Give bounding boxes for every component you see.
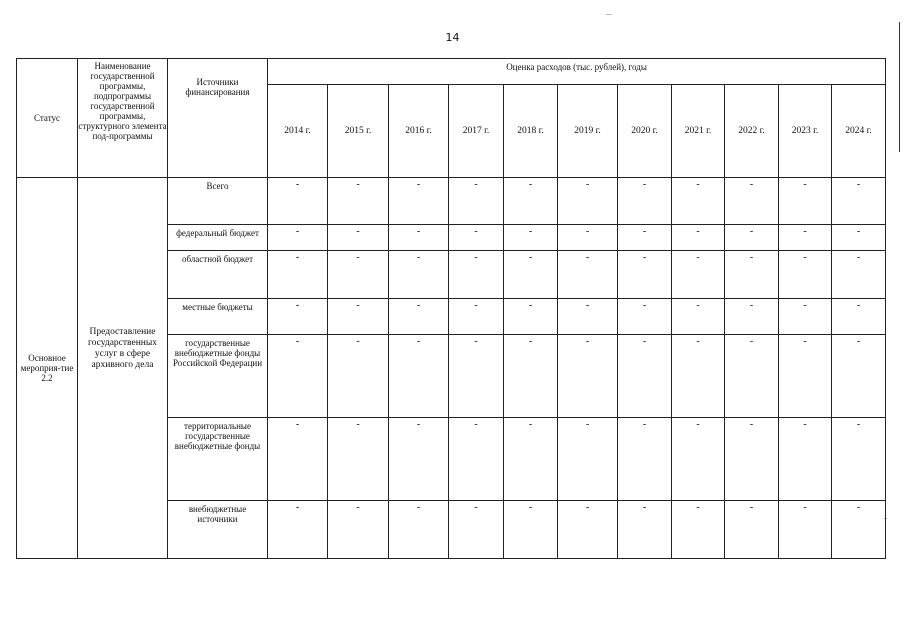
- value-cell: -: [558, 178, 618, 225]
- value-cell: -: [268, 251, 328, 299]
- value-cell: -: [618, 178, 672, 225]
- value-cell: -: [389, 251, 449, 299]
- value-cell: -: [328, 299, 389, 335]
- value-cell: -: [449, 225, 504, 251]
- value-cell: -: [672, 299, 725, 335]
- value-cell: -: [449, 251, 504, 299]
- year-header: 2014 г.: [268, 85, 328, 178]
- value-cell: -: [725, 299, 779, 335]
- value-cell: -: [389, 501, 449, 559]
- year-header: 2024 г.: [832, 85, 886, 178]
- header-sources: Источники финансирования: [168, 59, 268, 178]
- year-header: 2018 г.: [504, 85, 558, 178]
- value-cell: -: [832, 251, 886, 299]
- value-cell: -: [328, 501, 389, 559]
- value-cell: -: [449, 501, 504, 559]
- budget-table: [16, 58, 886, 559]
- value-cell: -: [672, 178, 725, 225]
- funding-source-cell: местные бюджеты: [168, 299, 268, 335]
- value-cell: -: [328, 418, 389, 501]
- value-cell: -: [832, 178, 886, 225]
- funding-source-cell: внебюджетные источники: [168, 501, 268, 559]
- value-cell: -: [558, 251, 618, 299]
- value-cell: -: [558, 299, 618, 335]
- value-cell: -: [725, 501, 779, 559]
- value-cell: -: [779, 418, 832, 501]
- value-cell: -: [672, 225, 725, 251]
- value-cell: -: [449, 178, 504, 225]
- value-cell: -: [618, 501, 672, 559]
- value-cell: -: [558, 418, 618, 501]
- value-cell: -: [832, 299, 886, 335]
- value-cell: -: [779, 178, 832, 225]
- value-cell: -: [328, 225, 389, 251]
- value-cell: -: [832, 501, 886, 559]
- value-cell: -: [618, 225, 672, 251]
- value-cell: -: [504, 501, 558, 559]
- value-cell: -: [558, 225, 618, 251]
- value-cell: -: [504, 178, 558, 225]
- value-cell: -: [779, 299, 832, 335]
- funding-source-cell: государственные внебюджетные фонды Российской Федерации: [168, 335, 268, 418]
- value-cell: -: [449, 299, 504, 335]
- value-cell: -: [268, 501, 328, 559]
- value-cell: -: [618, 299, 672, 335]
- value-cell: -: [449, 418, 504, 501]
- year-header: 2022 г.: [725, 85, 779, 178]
- value-cell: -: [672, 418, 725, 501]
- value-cell: -: [725, 251, 779, 299]
- status-cell: Основное мероприя-тие 2.2: [17, 178, 78, 559]
- header-name: Наименование государственной программы, подпрограммы государственной программы, структурного элемента под-программы: [78, 59, 168, 178]
- table-row: [17, 178, 886, 225]
- header-estimate: Оценка расходов (тыс. рублей), годы: [268, 59, 886, 85]
- value-cell: -: [779, 501, 832, 559]
- funding-source-cell: федеральный бюджет: [168, 225, 268, 251]
- value-cell: -: [389, 178, 449, 225]
- year-header: 2020 г.: [618, 85, 672, 178]
- value-cell: -: [389, 225, 449, 251]
- page-number: 14: [445, 31, 460, 44]
- value-cell: -: [268, 225, 328, 251]
- value-cell: -: [558, 501, 618, 559]
- value-cell: -: [725, 178, 779, 225]
- year-header: 2021 г.: [672, 85, 725, 178]
- value-cell: -: [389, 418, 449, 501]
- program-name-cell: Предоставление государственных услуг в сфере архивного дела: [78, 178, 168, 559]
- value-cell: -: [618, 335, 672, 418]
- funding-source-cell: областной бюджет: [168, 251, 268, 299]
- header-status: Статус: [17, 59, 78, 178]
- value-cell: -: [504, 251, 558, 299]
- funding-source-cell: территориальные государственные внебюджетные фонды: [168, 418, 268, 501]
- value-cell: -: [672, 335, 725, 418]
- funding-source-cell: Всего: [168, 178, 268, 225]
- value-cell: -: [504, 225, 558, 251]
- header-row: [17, 59, 886, 85]
- value-cell: -: [832, 225, 886, 251]
- value-cell: -: [268, 335, 328, 418]
- year-header: 2017 г.: [449, 85, 504, 178]
- page-edge-line: [899, 22, 900, 152]
- value-cell: -: [504, 335, 558, 418]
- year-header: 2016 г.: [389, 85, 449, 178]
- value-cell: -: [779, 225, 832, 251]
- value-cell: -: [328, 335, 389, 418]
- value-cell: -: [328, 251, 389, 299]
- value-cell: -: [779, 335, 832, 418]
- value-cell: -: [268, 178, 328, 225]
- value-cell: -: [328, 178, 389, 225]
- value-cell: -: [832, 335, 886, 418]
- value-cell: -: [449, 335, 504, 418]
- value-cell: -: [725, 418, 779, 501]
- value-cell: -: [618, 251, 672, 299]
- value-cell: -: [618, 418, 672, 501]
- value-cell: -: [672, 501, 725, 559]
- value-cell: -: [725, 335, 779, 418]
- value-cell: -: [725, 225, 779, 251]
- year-header: 2023 г.: [779, 85, 832, 178]
- value-cell: -: [779, 251, 832, 299]
- value-cell: -: [268, 418, 328, 501]
- value-cell: -: [389, 335, 449, 418]
- value-cell: -: [504, 418, 558, 501]
- value-cell: -: [268, 299, 328, 335]
- value-cell: -: [558, 335, 618, 418]
- year-header: 2015 г.: [328, 85, 389, 178]
- value-cell: -: [504, 299, 558, 335]
- value-cell: -: [389, 299, 449, 335]
- scan-speck: [606, 14, 612, 15]
- value-cell: -: [672, 251, 725, 299]
- year-header: 2019 г.: [558, 85, 618, 178]
- value-cell: -: [832, 418, 886, 501]
